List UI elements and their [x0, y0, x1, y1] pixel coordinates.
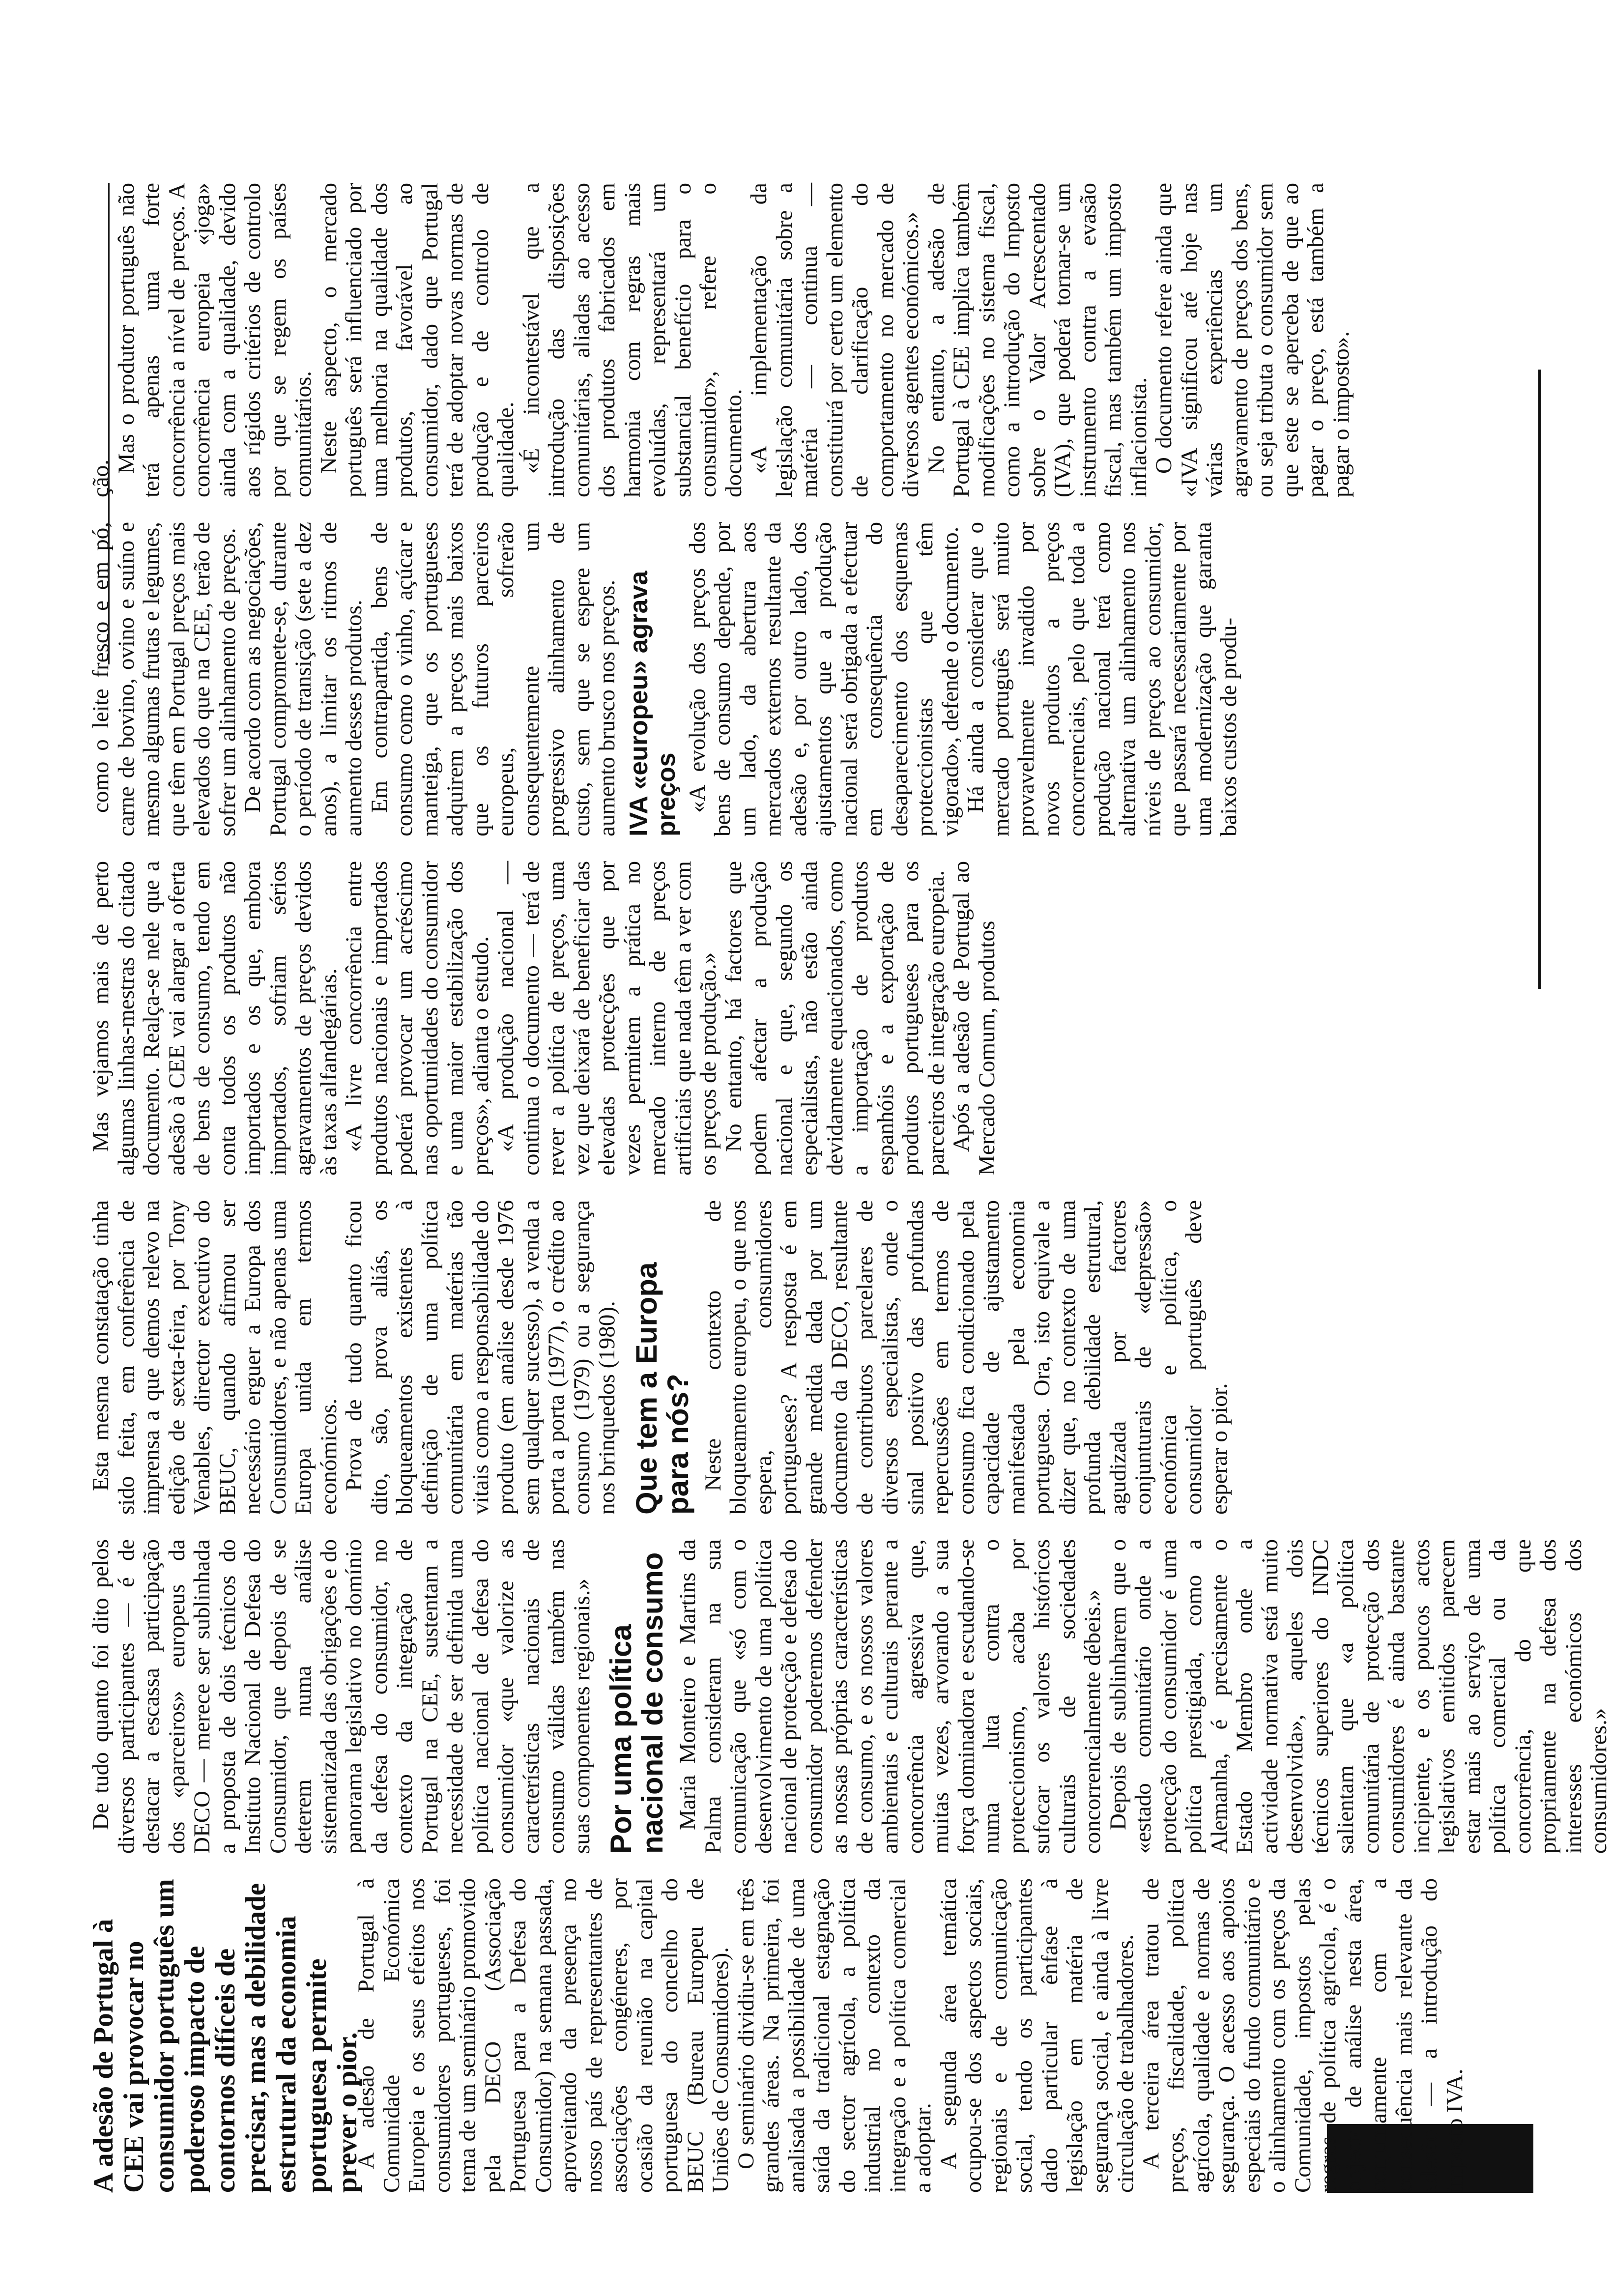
paragraph: Neste aspecto, o mercado português será influenciado por uma melhoria na qualidade dos produtos, favorável ao consumidor, dado que Portugal terá de adoptar novas normas de produção e de controlo de qualidade. [316, 183, 518, 497]
paragraph: No entanto, a adesão de Portugal à CEE implica também modificações no sistema fiscal, como a introdução do Imposto sobre o Valor Acrescentado (IVA), que poderá tornar-se um instrumento contra a evasão fiscal, mas também um imposto inflacionista. [923, 183, 1151, 497]
paragraph: Após a adesão de Portugal ao Mercado Comum, produtos [949, 861, 1000, 1176]
text-column-6 [88, 183, 1553, 497]
section-subheading: IVA «europeu» agrava preços [624, 571, 681, 836]
text-column-5 [88, 522, 1553, 836]
paragraph: «A evolução dos preços dos bens de consumo depende, por um lado, da abertura aos mercados externos resultante da adesão e, por outro lado, dos ajustamentos que a produção nacional será obrigada a efectuar em consequência do desaparecimento dos esquemas proteccionistas que têm vigorado», defende o documento. [684, 522, 963, 836]
text-column-4 [88, 861, 1553, 1176]
section-heading: Por uma política nacional de consumo [604, 1552, 669, 1854]
paragraph: No entanto, há factores que podem afectar a produção nacional e que, segundo os especialistas, não estão ainda devidamente equacionados, como a importação de produtos espanhóis e a exportação de produtos portugueses para os parceiros de integração europeia. [720, 861, 949, 1176]
paragraph: Mas vejamos mais de perto algumas linhas-mestras do citado documento. Realça-se nele que a adesão à CEE vai alargar a oferta de bens de consumo, tendo em conta todos os produtos não importados e os que, embora importados, sofriam sérios agravamentos de preços devidos às taxas alfandegárias. [88, 861, 342, 1176]
paragraph: Esta mesma constatação tinha sido feita, em conferência de imprensa a que demos relevo na edição de sexta-feira, por Tony Venables, director executivo do BEUC, quando afirmou ser necessário erguer a Europa dos Consumidores, e não apenas uma Europa unida em termos económicos. [88, 1200, 342, 1515]
paragraph: ção. [88, 459, 114, 497]
paragraph: O seminário dividiu-se em três grandes áreas. Na primeira, foi analisada a possibilidade de uma saída da tradicional estagnação do sector agrícola, a política industrial no contexto da integração e a política comercial a adoptar. [733, 1878, 936, 2193]
article-lead: A adesão de Portugal à CEE vai provocar no consumidor português um poderoso impacto de contornos difíceis de precisar, mas a debilidade estrutural da economia portuguesa permite prever o pior. [88, 1879, 363, 2193]
paragraph: Neste contexto de bloqueamento europeu, o que nos espera, consumidores portugueses? A resposta é em grande medida dada por um documento da DECO, resultante de contributos parcelares de diversos especialistas, onde o sinal positivo das profundas repercussões em termos de consumo fica condicionado pela capacidade de ajustamento manifestada pela economia portuguesa. Ora, isto equivale a dizer que, no contexto de uma profunda debilidade estrutural, agudizada por factores conjunturais de «depressão» económica e política, o consumidor português deve esperar o pior. [700, 1200, 1232, 1515]
paragraph: Mas o produtor português não terá apenas uma forte concorrência a nível de preços. A concorrência europeia «joga» ainda com a qualidade, devido aos rígidos critérios de controlo por que se regem os países comunitários. [113, 183, 316, 497]
paragraph: «A livre concorrência entre produtos nacionais e importados poderá provocar um acréscimo nas oportunidades do consumidor e uma maior estabilização dos preços», adianta o estudo. [341, 861, 493, 1176]
paragraph: O documento refere ainda que «IVA significou até hoje nas várias experiências um agravamento de preços dos bens, ou seja tributa o consumidor sem que este se aperceba de que ao pagar o preço, está também a pagar o imposto». [1151, 183, 1354, 497]
text-column-2 [88, 1539, 1612, 1854]
paragraph: Prova de tudo quanto ficou dito, são, prova aliás, os bloqueamentos existentes à definição de uma política comunitária em matérias tão vitais como a responsabilidade do produto (em análise desde 1976 sem qualquer sucesso), a venda a porta a porta (1977), o crédito ao consumo (1979) ou a segurança nos brinquedos (1980). [341, 1200, 620, 1515]
paragraph: Maria Monteiro e Martins da Palma consideram na sua comunicação que «só com o desenvolvimento de uma política nacional de protecção e defesa do consumidor poderemos defender as nossas próprias características de consumo, e os nossos valores ambientais e culturais perante a concorrência agressiva que, muitas vezes, arvorando a sua força dominadora e escudando-se numa luta contra o proteccionismo, acaba por sufocar os valores históricos culturais de sociedades concorrencialmente débeis.» [675, 1539, 1105, 1854]
paragraph: como o leite fresco e em pó, carne de bovino, ovino e suíno e mesmo algumas frutas e legumes, que têm em Portugal preços mais elevados do que na CEE, terão de sofrer um alinhamento de preços. [88, 522, 240, 836]
paragraph: Em contrapartida, bens de consumo como o vinho, açúcar e manteiga, que os portugueses adquirem a preços mais baixos que os futuros parceiros europeus, sofrerão consequentemente um progressivo alinhamento de custo, sem que se espere um aumento brusco nos preços. [366, 522, 620, 836]
paragraph: De acordo com as negociações, Portugal compromete-se, durante o período de transição (sete a dez anos), a limitar os ritmos de aumento desses produtos. [240, 522, 367, 836]
paragraph: «A implementação da legislação comunitária sobre a matéria — continua — constituirá por certo um elemento de clarificação do comportamento no mercado de diversos agentes económicos.» [746, 183, 923, 497]
text-column-3 [88, 1200, 1553, 1515]
text-column-1 [354, 1878, 1553, 2193]
paragraph: Depois de sublinharem que o «estado comunitário onde a protecção do consumidor é uma política prestigiada, como a Alemanha, é precisamente o Estado Membro onde a actividade normativa está muito desenvolvida», aqueles dois técnicos superiores do INDC salientam que «a política comunitária de protecção dos consumidores é ainda bastante incipiente, e os poucos actos legislativos emitidos parecem estar mais ao serviço de uma política comercial ou da concorrência, do que propriamente na defesa dos interesses económicos dos consumidores.» [1105, 1539, 1612, 1854]
paragraph: A adesão de Portugal à Comunidade Económica Europeia e os seus efeitos nos consumidores portugueses, foi tema de um seminário promovido pela DECO (Associação Portuguesa para a Defesa do Consumidor) na semana passada, aproveitando da presença no nosso país de representantes de associações congéneres, por ocasião da reunião na capital portuguesa do concelho do BEUC (Bureau Europeu de Uniões de Consumidores). [353, 1878, 733, 2193]
paragraph: «É incontestável que a introdução das disposições comunitárias, aliadas ao acesso dos produtos fabricados em harmonia com regras mais evoluídas, representará um substancial benefício para o consumidor», refere o documento. [518, 183, 747, 497]
paragraph: «A produção nacional — continua o documento — terá de rever a política de preços, uma vez que deixará de beneficiar das elevadas protecções que por vezes permitem a prática no mercado interno de preços artificiais que nada têm a ver com os preços de produção.» [493, 861, 721, 1176]
bottom-rule [1538, 370, 1541, 989]
paragraph: A terceira área tratou de preços, fiscalidade, política agrícola, qualidade e normas de segurança. O acesso aos apoios especiais do fundo comunitário e o alinhamento com os preços da Comunidade, impostos pelas regras de política agrícola, é o objecto de análise nesta área, conjuntamente com a consequência mais relevante da adesão — a introdução do imposto IVA. [1138, 1878, 1468, 2193]
paragraph: Há ainda a considerar que o mercado português será muito provavelmente invadido por novos produtos a preços concorrenciais, pelo que toda a produção nacional terá como alternativa um alinhamento nos níveis de preços ao consumidor, que passará necessariamente por uma modernização que garanta baixos custos de produ- [963, 522, 1241, 836]
paragraph: A segunda área temática ocupou-se dos aspectos sociais, regionais e de comunicação social, tendo os participantes dado particular ênfase à legislação em matéria de segurança social, e ainda à livre circulação de trabalhadores. [935, 1878, 1138, 2193]
paragraph: De tudo quanto foi dito pelos diversos participantes — é de destacar a escassa participação dos «parceiros» europeus da DECO — merece ser sublinhada a proposta de dois técnicos do Instituto Nacional de Defesa do Consumidor, que depois de se deterem numa análise sistematizada das obrigações e do panorama legislativo no domínio da defesa do consumidor, no contexto da integração de Portugal na CEE, sustentam a necessidade de ser definida uma política nacional de defesa do consumidor «que valorize as características nacionais de consumo válidas também nas suas componentes regionais.» [88, 1539, 595, 1854]
section-heading: Que tem a Europa para nós? [630, 1262, 694, 1515]
